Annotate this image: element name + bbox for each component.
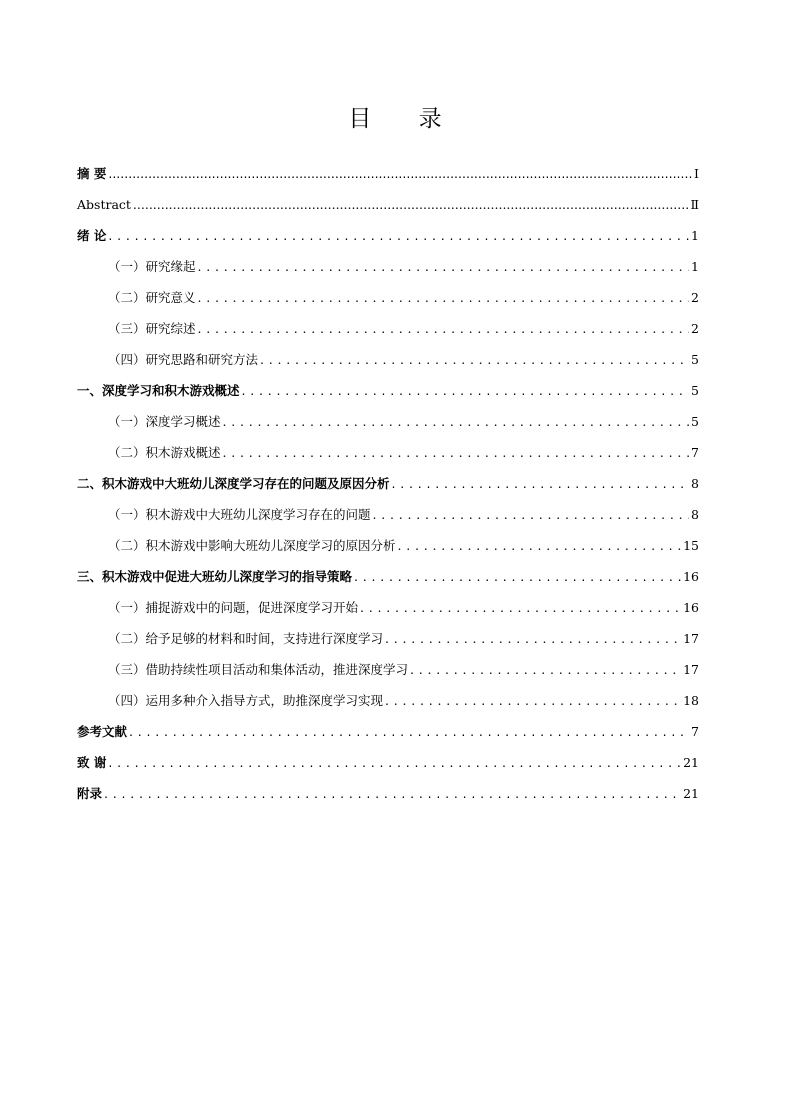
toc-entry-abstract-en[interactable]: [77, 196, 699, 227]
dot-leader: [108, 754, 681, 772]
toc-entry-label: 致 谢: [77, 755, 107, 770]
toc-chapter-3[interactable]: [77, 568, 699, 599]
toc-entry-label: 一、深度学习和积木游戏概述: [77, 383, 240, 398]
toc-entry[interactable]: [77, 351, 699, 382]
dot-leader: [242, 382, 690, 400]
toc-entry-label: 摘 要: [77, 166, 107, 181]
dot-leader: [385, 692, 681, 710]
toc-chapter-1[interactable]: [77, 382, 699, 413]
dot-leader: [198, 258, 690, 276]
table-of-contents: [77, 165, 699, 816]
dot-leader: [223, 444, 690, 462]
toc-entry-label: （三）研究综述: [108, 321, 196, 336]
toc-entry-page: 17: [683, 662, 699, 677]
toc-entry-label: （四）运用多种介入指导方式，助推深度学习实现: [108, 693, 384, 708]
toc-entry[interactable]: [77, 320, 699, 351]
toc-entry-label: （三）借助持续性项目活动和集体活动，推进深度学习: [108, 662, 409, 677]
toc-entry-page: 21: [683, 786, 699, 801]
toc-entry-label: Abstract: [77, 197, 131, 212]
toc-entry-page: 2: [691, 321, 699, 336]
dot-leader: [198, 320, 690, 338]
toc-entry-label: 二、积木游戏中大班幼儿深度学习存在的问题及原因分析: [77, 476, 390, 491]
toc-entry-page: 5: [691, 383, 699, 398]
toc-entry-label: 三、积木游戏中促进大班幼儿深度学习的指导策略: [77, 569, 353, 584]
toc-entry-page: 17: [683, 631, 699, 646]
dot-leader: [385, 630, 681, 648]
toc-entry-page: 2: [691, 290, 699, 305]
toc-entry-introduction[interactable]: [77, 227, 699, 258]
dot-leader: [392, 475, 690, 493]
toc-entry-label: （一）积木游戏中大班幼儿深度学习存在的问题: [108, 507, 371, 522]
toc-entry-label: 绪 论: [77, 228, 107, 243]
toc-entry[interactable]: [77, 661, 699, 692]
toc-entry-page: 7: [691, 724, 699, 739]
toc-entry[interactable]: [77, 537, 699, 568]
toc-entry-page: 18: [683, 693, 699, 708]
toc-entry-page: Ⅰ: [694, 166, 699, 181]
dot-leader: [104, 785, 681, 803]
dot-leader: [373, 506, 690, 524]
toc-entry-page: Ⅱ: [690, 197, 699, 212]
toc-entry-label: （一）深度学习概述: [108, 414, 221, 429]
toc-entry-label: （一）捕捉游戏中的问题，促进深度学习开始: [108, 600, 359, 615]
toc-entry[interactable]: [77, 692, 699, 723]
dot-leader: [398, 537, 682, 555]
dot-leader: [108, 165, 692, 183]
dot-leader: [108, 227, 689, 245]
toc-entry-label: 附录: [77, 786, 103, 801]
toc-entry-abstract-cn[interactable]: [77, 165, 699, 196]
toc-entry-label: （四）研究思路和研究方法: [108, 352, 259, 367]
toc-entry[interactable]: [77, 289, 699, 320]
toc-entry-page: 16: [683, 569, 699, 584]
toc-entry-label: （二）积木游戏概述: [108, 445, 221, 460]
toc-title: 目 录: [348, 106, 462, 132]
dot-leader: [354, 568, 681, 586]
toc-entry-page: 8: [691, 476, 699, 491]
toc-entry-page: 5: [691, 414, 699, 429]
toc-entry-references[interactable]: [77, 723, 699, 754]
dot-leader: [133, 196, 689, 214]
toc-entry-page: 7: [691, 445, 699, 460]
toc-entry-acknowledgements[interactable]: [77, 754, 699, 785]
toc-chapter-2[interactable]: [77, 475, 699, 506]
dot-leader: [223, 413, 690, 431]
dot-leader: [360, 599, 681, 617]
toc-entry-label: （二）研究意义: [108, 290, 196, 305]
toc-entry-label: （二）给予足够的材料和时间，支持进行深度学习: [108, 631, 384, 646]
toc-entry-page: 16: [683, 600, 699, 615]
toc-entry-label: 参考文献: [77, 724, 128, 739]
toc-entry-page: 1: [691, 228, 699, 243]
toc-entry-label: （一）研究缘起: [108, 259, 196, 274]
toc-entry[interactable]: [77, 258, 699, 289]
toc-entry-page: 1: [691, 259, 699, 274]
toc-entry[interactable]: [77, 599, 699, 630]
toc-entry-page: 5: [691, 352, 699, 367]
dot-leader: [198, 289, 690, 307]
toc-entry-page: 8: [691, 507, 699, 522]
dot-leader: [410, 661, 681, 679]
toc-entry[interactable]: [77, 630, 699, 661]
toc-entry-label: （二）积木游戏中影响大班幼儿深度学习的原因分析: [108, 538, 396, 553]
toc-entry[interactable]: [77, 444, 699, 475]
toc-entry-page: 21: [683, 755, 699, 770]
toc-entry-appendix[interactable]: [77, 785, 699, 816]
dot-leader: [260, 351, 689, 369]
toc-entry[interactable]: [77, 506, 699, 537]
toc-entry-page: 15: [683, 538, 699, 553]
dot-leader: [129, 723, 689, 741]
toc-entry[interactable]: [77, 413, 699, 444]
